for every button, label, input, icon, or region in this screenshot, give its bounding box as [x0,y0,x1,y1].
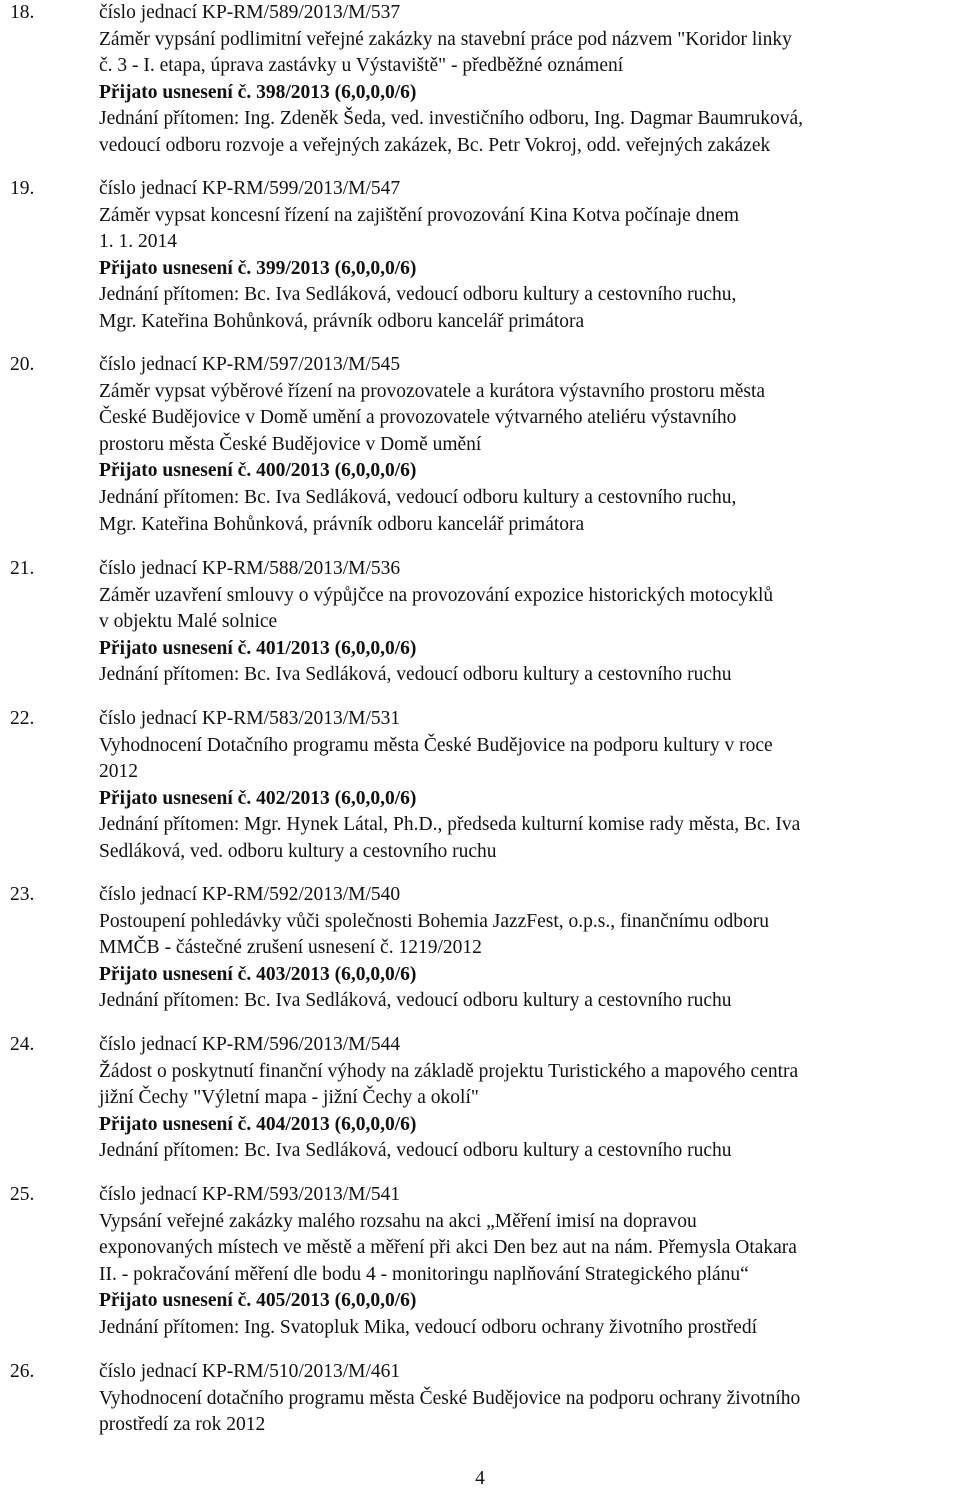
item-title-line: jižní Čechy "Výletní mapa - jižní Čechy a okolí" [99,1087,479,1109]
item-reference: číslo jednací KP-RM/592/2013/M/540 [99,884,401,905]
item-title-line: Vyhodnocení Dotačního programu města České Budějovice na podporu kultury v roce [99,734,773,756]
page-number: 4 [475,1468,485,1489]
item-title-line: Záměr vypsat výběrové řízení na provozovatele a kurátora výstavního prostoru města [99,380,766,402]
item-title-line: 2012 [99,761,138,783]
agenda-item-19 [0,176,960,336]
item-number: 22. [10,708,35,729]
item-title-line: Záměr uzavření smlouvy o výpůjčce na provozování expozice historických motocyklů [99,584,774,606]
item-present-line: Jednání přítomen: Bc. Iva Sedláková, vedoucí odboru kultury a cestovního ruchu, [99,486,737,508]
item-number: 19. [10,178,35,199]
item-title-line: prostředí za rok 2012 [99,1414,266,1436]
item-title-line: č. 3 - I. etapa, úprava zastávky u Výstaviště" - předběžné oznámení [99,55,624,77]
item-number: 18. [10,2,35,23]
item-present-line: Jednání přítomen: Bc. Iva Sedláková, vedoucí odboru kultury a cestovního ruchu [99,1140,732,1162]
item-present-line: Jednání přítomen: Bc. Iva Sedláková, vedoucí odboru kultury a cestovního ruchu [99,990,732,1012]
agenda-item-26 [0,1359,960,1439]
item-reference: číslo jednací KP-RM/589/2013/M/537 [99,2,401,23]
item-title-line: MMČB - částečné zrušení usnesení č. 1219/2012 [99,937,482,959]
item-number: 25. [10,1184,35,1205]
item-title-line: Žádost o poskytnutí finanční výhody na základě projektu Turistického a mapového centra [99,1060,799,1082]
item-title-line: Vyhodnocení dotačního programu města České Budějovice na podporu ochrany životního [99,1387,801,1409]
agenda-item-23 [0,882,960,1015]
item-number: 21. [10,558,35,579]
item-resolution: Přijato usnesení č. 399/2013 (6,0,0,0/6) [99,257,417,279]
item-reference: číslo jednací KP-RM/597/2013/M/545 [99,354,401,375]
item-title-line: České Budějovice v Domě umění a provozovatele výtvarného ateliéru výstavního [99,407,737,429]
item-resolution: Přijato usnesení č. 401/2013 (6,0,0,0/6) [99,637,417,659]
item-title-line: prostoru města České Budějovice v Domě umění [99,433,482,455]
item-present-line: vedoucí odboru rozvoje a veřejných zakázek, Bc. Petr Vokroj, odd. veřejných zakázek [99,134,771,156]
agenda-item-21 [0,556,960,689]
item-title-line: II. - pokračování měření dle bodu 4 - monitoringu naplňování Strategického plánu“ [99,1263,749,1285]
agenda-item-25 [0,1182,960,1342]
item-title-line: Vypsání veřejné zakázky malého rozsahu na akci „Měření imisí na dopravou [99,1210,697,1232]
item-title-line: Záměr vypsání podlimitní veřejné zakázky na stavební práce pod názvem "Koridor linky [99,28,792,50]
item-title-line: 1. 1. 2014 [99,231,177,253]
item-title-line: v objektu Malé solnice [99,611,278,633]
item-title-line: Postoupení pohledávky vůči společnosti Bohemia JazzFest, o.p.s., finančnímu odboru [99,910,769,932]
item-resolution: Přijato usnesení č. 404/2013 (6,0,0,0/6) [99,1113,417,1135]
item-reference: číslo jednací KP-RM/596/2013/M/544 [99,1034,401,1055]
agenda-item-18 [0,0,960,160]
item-title-line: exponovaných místech ve městě a měření při akci Den bez aut na nám. Přemysla Otakara [99,1237,797,1259]
item-title-line: Záměr vypsat koncesní řízení na zajištění provozování Kina Kotva počínaje dnem [99,204,740,226]
agenda-item-22 [0,706,960,866]
item-present-line: Mgr. Kateřina Bohůnková, právník odboru kancelář primátora [99,513,585,535]
item-reference: číslo jednací KP-RM/583/2013/M/531 [99,708,401,729]
item-present-line: Jednání přítomen: Mgr. Hynek Látal, Ph.D., předseda kulturní komise rady města, Bc. Iva [99,814,801,836]
item-number: 24. [10,1034,35,1055]
item-number: 23. [10,884,35,905]
item-reference: číslo jednací KP-RM/588/2013/M/536 [99,558,401,579]
item-resolution: Přijato usnesení č. 398/2013 (6,0,0,0/6) [99,81,417,103]
item-resolution: Přijato usnesení č. 400/2013 (6,0,0,0/6) [99,460,417,482]
item-number: 26. [10,1361,35,1382]
item-present-line: Jednání přítomen: Bc. Iva Sedláková, vedoucí odboru kultury a cestovního ruchu, [99,284,737,306]
item-present-line: Jednání přítomen: Ing. Svatopluk Mika, vedoucí odboru ochrany životního prostředí [99,1316,758,1338]
item-present-line: Jednání přítomen: Bc. Iva Sedláková, vedoucí odboru kultury a cestovního ruchu [99,664,732,686]
item-reference: číslo jednací KP-RM/510/2013/M/461 [99,1361,401,1382]
item-present-line: Mgr. Kateřina Bohůnková, právník odboru kancelář primátora [99,310,585,332]
item-reference: číslo jednací KP-RM/593/2013/M/541 [99,1184,401,1205]
item-resolution: Přijato usnesení č. 403/2013 (6,0,0,0/6) [99,963,417,985]
agenda-item-20 [0,352,960,538]
agenda-item-24 [0,1032,960,1165]
item-resolution: Přijato usnesení č. 405/2013 (6,0,0,0/6) [99,1290,417,1312]
item-number: 20. [10,354,35,375]
item-reference: číslo jednací KP-RM/599/2013/M/547 [99,178,401,199]
item-present-line: Sedláková, ved. odboru kultury a cestovního ruchu [99,840,497,862]
item-present-line: Jednání přítomen: Ing. Zdeněk Šeda, ved. investičního odboru, Ing. Dagmar Baumruková, [99,108,803,130]
item-resolution: Přijato usnesení č. 402/2013 (6,0,0,0/6) [99,787,417,809]
